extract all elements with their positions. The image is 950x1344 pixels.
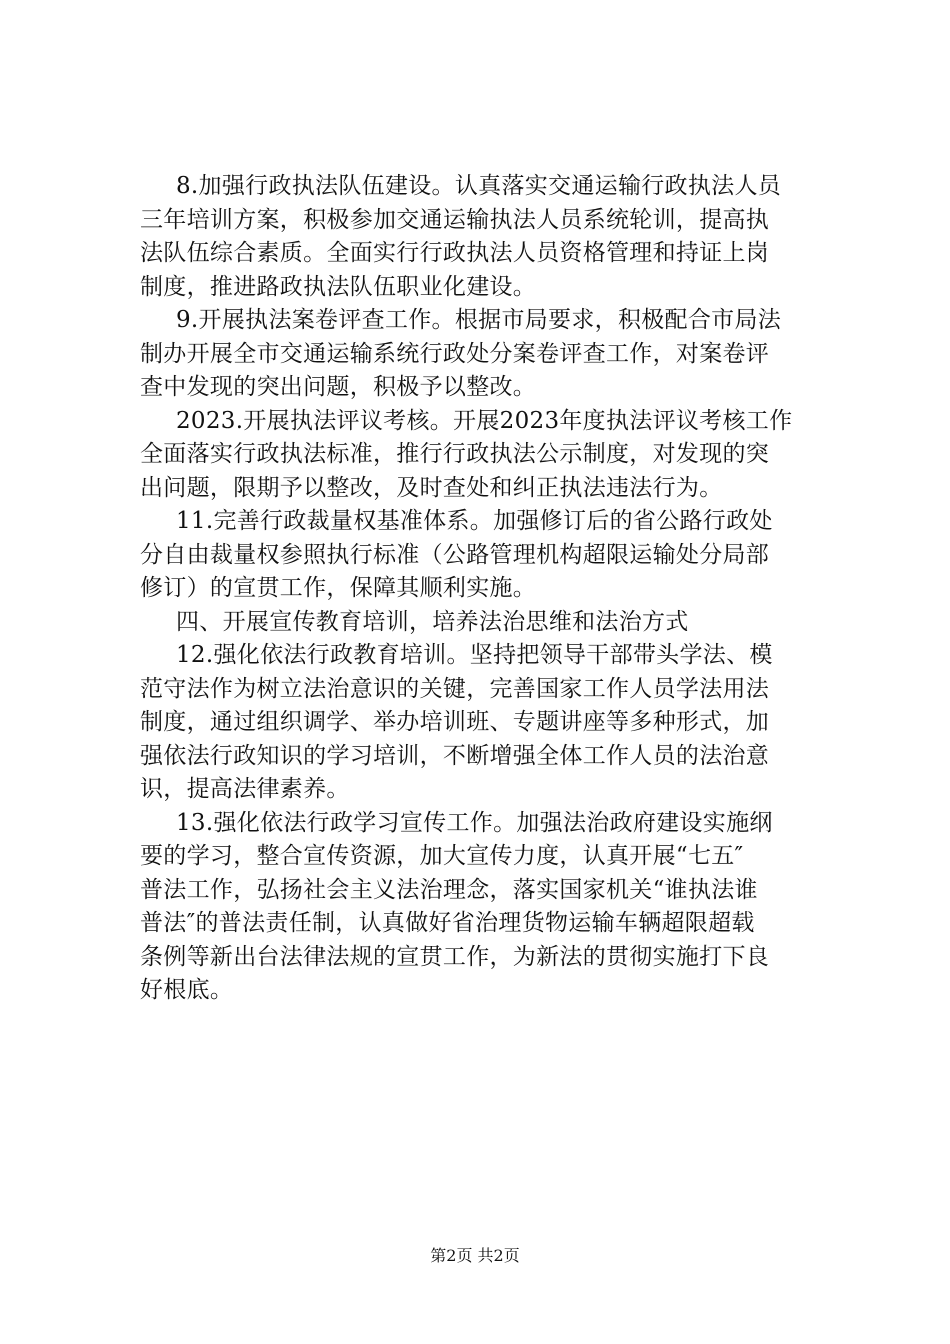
text-line: 好根底。	[140, 977, 234, 1003]
text-line: 2023.开展执法评议考核。开展2023年度执法评议考核工作	[176, 407, 793, 434]
text-line: 法队伍综合素质。全面实行行政执法人员资格管理和持证上岗	[140, 240, 770, 266]
paragraph	[140, 170, 830, 304]
text-line: 条例等新出台法律法规的宣贯工作，为新法的贯彻实施打下良	[140, 943, 770, 970]
paragraph	[140, 505, 830, 606]
text-line: 13.强化依法行政学习宣传工作。加强法治政府建设实施纲	[176, 809, 773, 836]
text-line: 出问题，限期予以整改，及时查处和纠正执法违法行为。	[140, 474, 723, 501]
text-line: 12.强化依法行政教育培训。坚持把领导干部带头学法、模	[176, 642, 773, 668]
paragraph	[140, 639, 830, 807]
text-line: 四、开展宣传教育培训，培养法治思维和法治方式	[176, 608, 689, 635]
text-line: 8.加强行政执法队伍建设。认真落实交通运输行政执法人员	[176, 173, 782, 199]
page-number: 第2页 共2页	[430, 1246, 520, 1265]
text-line: 修订）的宣贯工作，保障其顺利实施。	[140, 575, 537, 601]
text-line: 查中发现的突出问题，积极予以整改。	[140, 374, 537, 400]
text-line: 强依法行政知识的学习培训，不断增强全体工作人员的法治意	[140, 742, 770, 769]
text-line: 三年培训方案，积极参加交通运输执法人员系统轮训，提高执	[140, 206, 770, 233]
document-body	[140, 170, 830, 1008]
text-line: 范守法作为树立法治意识的关键，完善国家工作人员学法用法	[140, 675, 770, 702]
text-line: 识，提高法律素养。	[140, 776, 350, 802]
text-line: 分自由裁量权参照执行标准（公路管理机构超限运输处分局部	[140, 541, 770, 568]
text-line: 11.完善行政裁量权基准体系。加强修订后的省公路行政处	[176, 508, 773, 534]
paragraph	[140, 405, 830, 506]
page-footer	[0, 1243, 950, 1266]
paragraph	[140, 304, 830, 405]
section-heading	[140, 606, 830, 640]
paragraph	[140, 807, 830, 1008]
text-line: 普法工作，弘扬社会主义法治理念，落实国家机关“谁执法谁	[140, 876, 758, 903]
text-line: 普法″的普法责任制，认真做好省治理货物运输车辆超限超载	[140, 910, 755, 936]
text-line: 制办开展全市交通运输系统行政处分案卷评查工作，对案卷评	[140, 340, 770, 367]
text-line: 9.开展执法案卷评查工作。根据市局要求，积极配合市局法	[176, 307, 782, 333]
text-line: 全面落实行政执法标准，推行行政执法公示制度，对发现的突	[140, 441, 770, 467]
text-line: 制度，通过组织调学、举办培训班、专题讲座等多种形式，加	[140, 709, 770, 735]
text-line: 制度，推进路政执法队伍职业化建设。	[140, 273, 537, 300]
text-line: 要的学习，整合宣传资源，加大宣传力度，认真开展“七五″	[140, 843, 744, 869]
